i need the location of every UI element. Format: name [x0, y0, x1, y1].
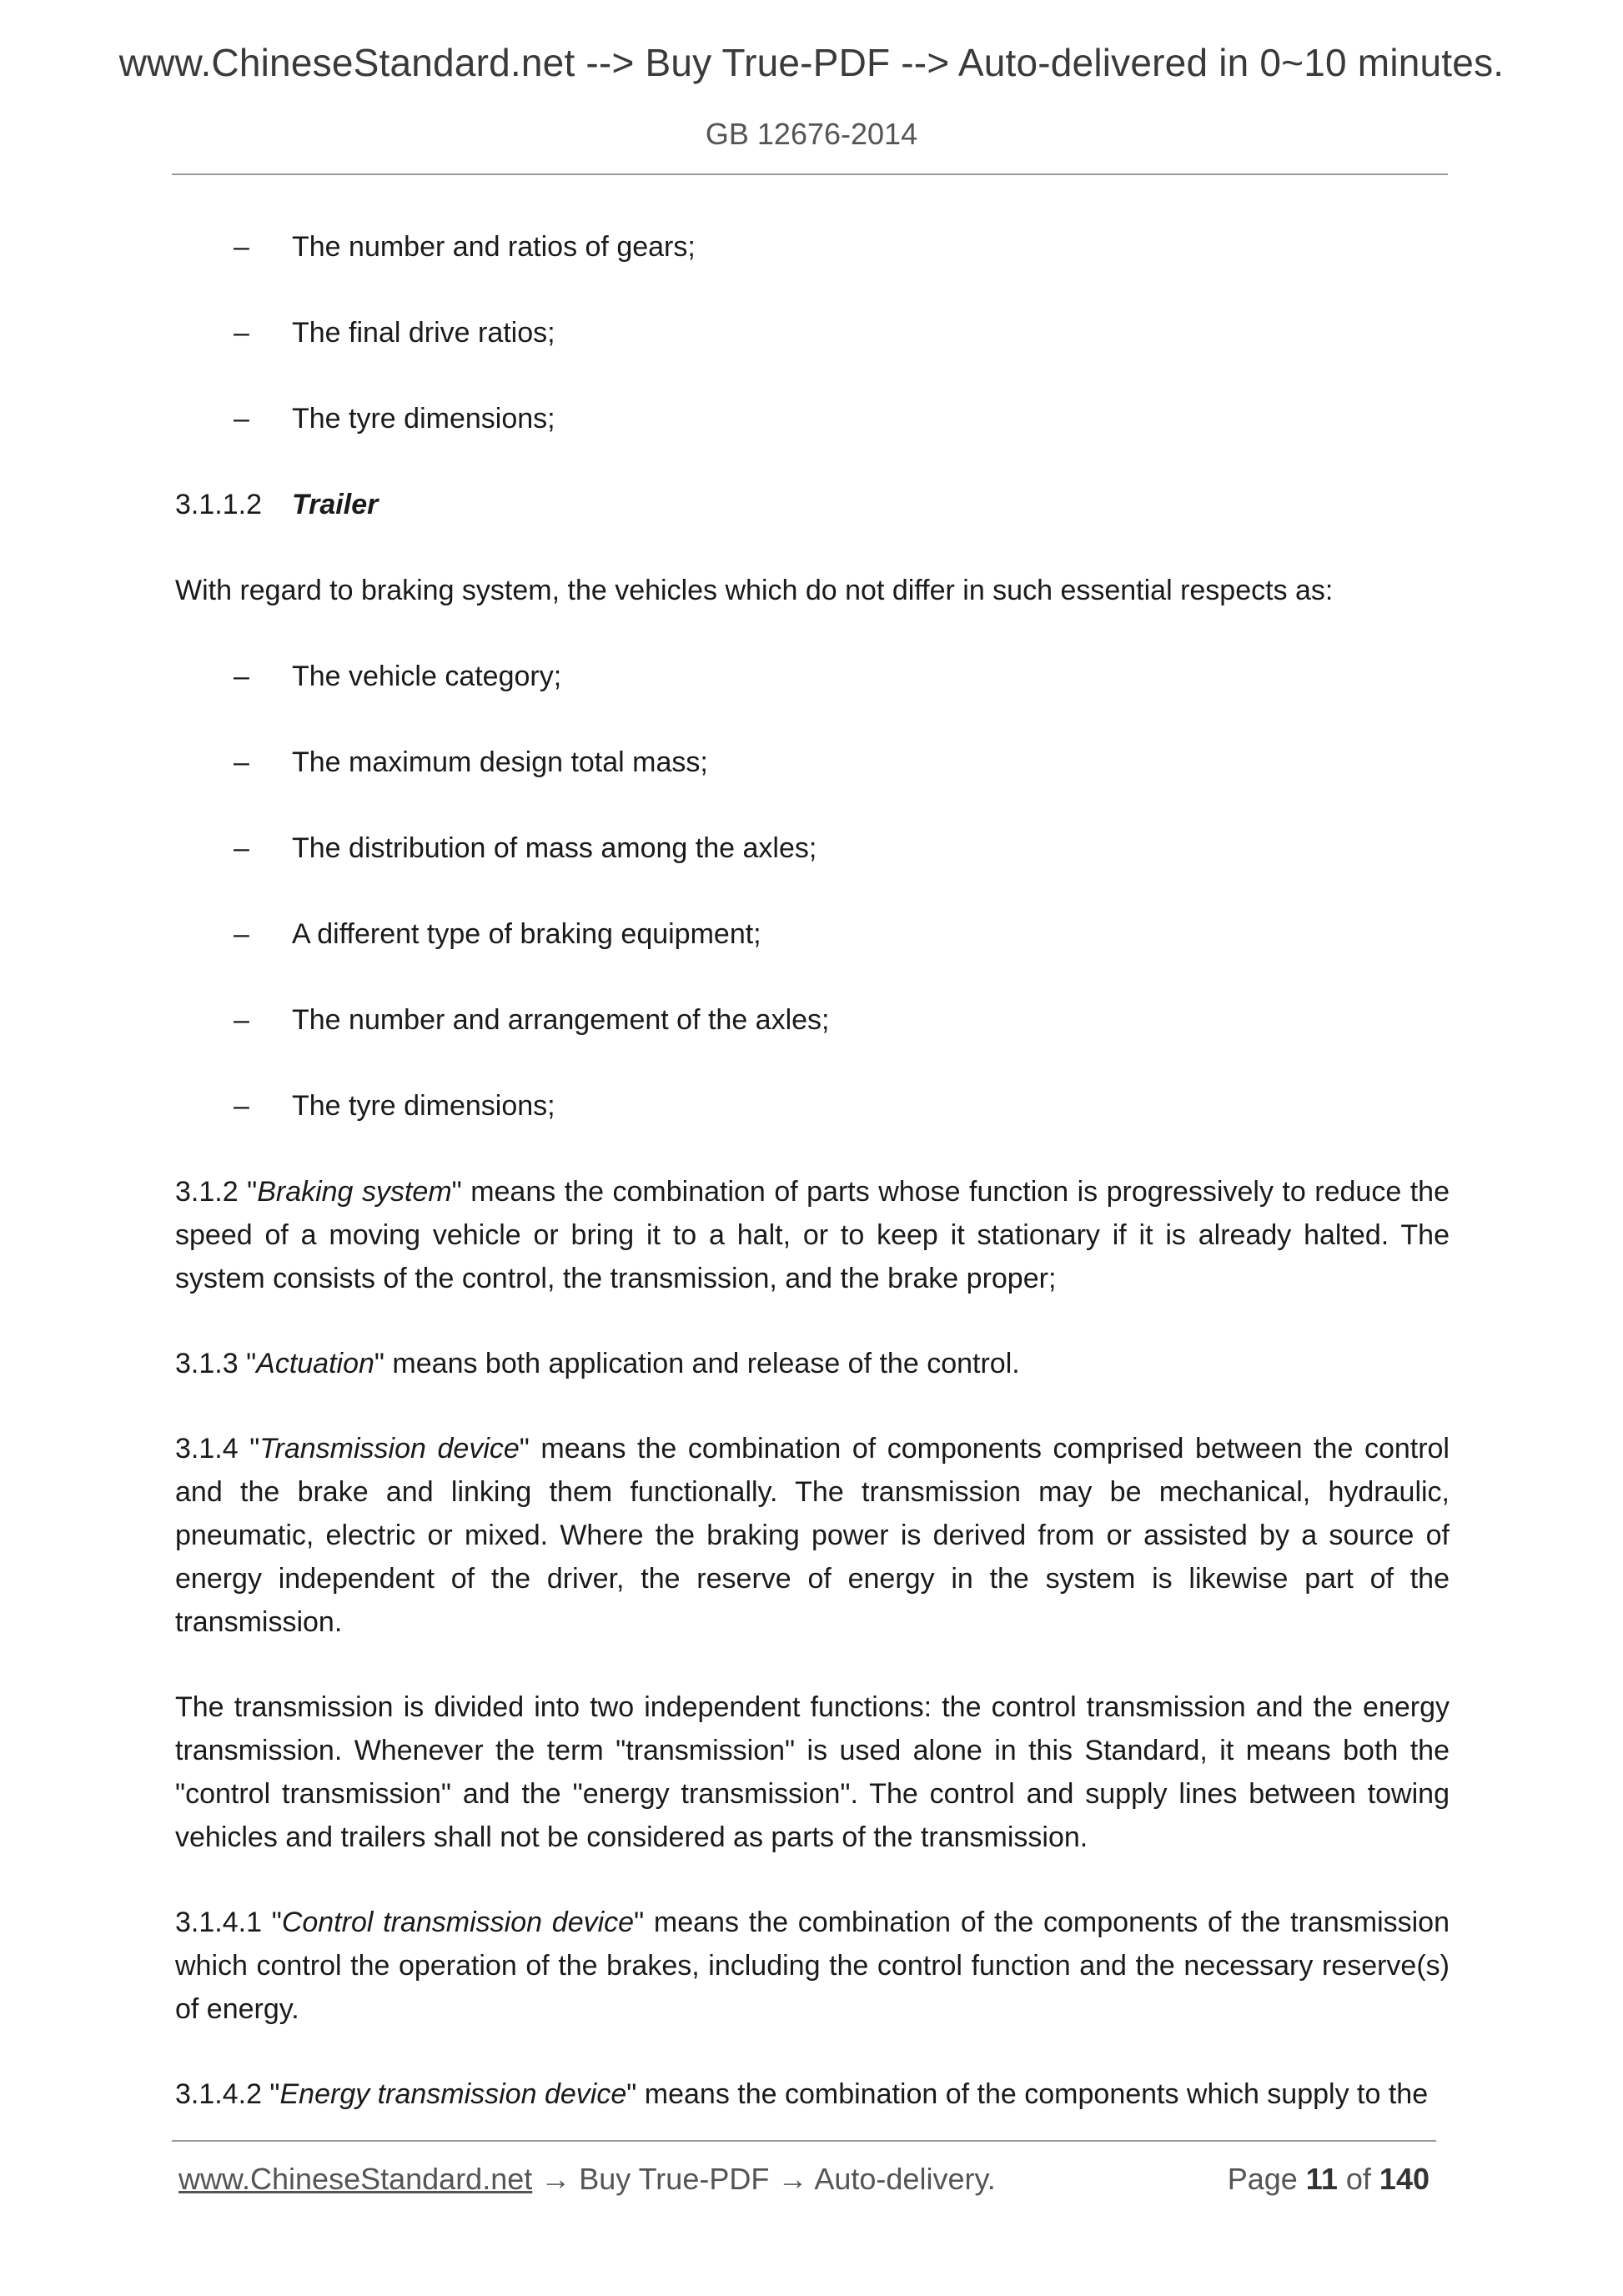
arrow-right-icon: → — [532, 2162, 580, 2196]
site-banner: www.ChineseStandard.net --> Buy True-PDF --> Auto-delivered in 0~10 minutes. — [118, 41, 1505, 84]
dash-bullet-icon: – — [234, 1004, 249, 1036]
definition-3-1-4 — [175, 1427, 1450, 1644]
dash-bullet-icon: – — [234, 317, 249, 349]
defined-term: Transmission device — [259, 1433, 520, 1465]
list-item — [175, 912, 1450, 956]
page-label: Page — [1227, 2162, 1298, 2196]
definition-prefix: 3.1.2 " — [175, 1176, 258, 1208]
dash-bullet-icon: – — [234, 403, 249, 435]
list-item — [175, 225, 1450, 269]
section-heading-3112 — [175, 483, 1450, 526]
definition-text: " means the combination of components comprised between the control and the brake and linking them functionally. The transmission may be mechanical, hydraulic, pneumatic, electric or mixed. Where the braking power is derived from or assisted by a source of energy independent of the driver, the reserve of energy in the system is likewise part of the transmission. — [175, 1433, 1450, 1638]
dash-bullet-icon: – — [234, 832, 249, 864]
list-item-text: The final drive ratios; — [292, 317, 555, 349]
definition-prefix: 3.1.3 " — [175, 1348, 257, 1379]
list-item-text: The distribution of mass among the axles; — [292, 832, 817, 864]
page-total: 140 — [1379, 2162, 1430, 2196]
definition-3-1-2 — [175, 1170, 1450, 1300]
dash-bullet-icon: – — [234, 746, 249, 778]
list-item — [175, 741, 1450, 784]
document-body — [175, 225, 1450, 2158]
definition-text: " means the combination of parts whose function is progressively to reduce the speed of a moving vehicle or bring it to a halt, or to keep it stationary if it is already halted. The system consists of the control, the transmission, and the brake proper; — [175, 1176, 1450, 1294]
list-item-text: The number and arrangement of the axles; — [292, 1004, 830, 1036]
list-item — [175, 311, 1450, 354]
list-item-text: The maximum design total mass; — [292, 746, 708, 778]
section-title: Trailer — [292, 489, 379, 520]
definition-text: " means the combination of the components of the transmission which control the operation of the brakes, including the control function and the necessary reserve(s) of energy. — [175, 1907, 1450, 2025]
footer-delivery-text: Auto-delivery. — [814, 2162, 996, 2196]
list-item-text: A different type of braking equipment; — [292, 918, 761, 950]
footer-buy-text: Buy True-PDF — [579, 2162, 770, 2196]
definition-3-1-4-1 — [175, 1901, 1450, 2031]
definition-prefix: 3.1.4 " — [175, 1433, 260, 1465]
list-item-text: The tyre dimensions; — [292, 1090, 555, 1122]
defined-term: Control transmission device — [281, 1907, 635, 1938]
list-item-text: The vehicle category; — [292, 661, 562, 692]
definition-3-1-4-2 — [175, 2072, 1450, 2116]
dash-bullet-icon: – — [234, 1090, 249, 1122]
dash-bullet-icon: – — [234, 661, 249, 692]
list-item — [175, 998, 1450, 1042]
definition-text: " means both application and release of the control. — [374, 1348, 1020, 1379]
list-item — [175, 826, 1450, 870]
definition-text: " means the combination of the components which supply to the — [626, 2078, 1429, 2110]
list-item — [175, 397, 1450, 440]
page-number: 11 — [1305, 2162, 1338, 2196]
footer-divider — [172, 2140, 1436, 2142]
page-indicator — [1228, 2162, 1430, 2197]
transmission-paragraph: The transmission is divided into two independent functions: the control transmission and the energy transmission. Whenever the term "transmission" is used alone in this Standard, it means both the "control transmission" and the "energy transmission". The control and supply lines between towing vehicles and trailers shall not be considered as parts of the transmission. — [175, 1691, 1450, 1853]
list-item-text: The number and ratios of gears; — [292, 231, 696, 263]
list-item — [175, 655, 1450, 698]
definition-3-1-3 — [175, 1342, 1450, 1385]
header-divider — [172, 173, 1448, 175]
page-of-label: of — [1345, 2162, 1371, 2196]
list-item-text: The tyre dimensions; — [292, 403, 555, 435]
intro-paragraph: With regard to braking system, the vehicles which do not differ in such essential respects as: — [175, 575, 1334, 606]
footer-site-link[interactable]: www.ChineseStandard.net — [178, 2162, 533, 2196]
list-item — [175, 1084, 1450, 1128]
defined-term: Actuation — [256, 1348, 374, 1379]
definition-prefix: 3.1.4.2 " — [175, 2078, 280, 2110]
defined-term: Energy transmission device — [279, 2078, 627, 2110]
section-number: 3.1.1.2 — [175, 489, 262, 520]
defined-term: Braking system — [257, 1176, 452, 1208]
definition-prefix: 3.1.4.1 " — [175, 1907, 282, 1938]
dash-bullet-icon: – — [234, 231, 249, 263]
standard-code: GB 12676-2014 — [705, 117, 918, 151]
page-footer — [178, 2162, 1430, 2197]
arrow-right-icon: → — [769, 2162, 815, 2196]
dash-bullet-icon: – — [234, 918, 249, 950]
